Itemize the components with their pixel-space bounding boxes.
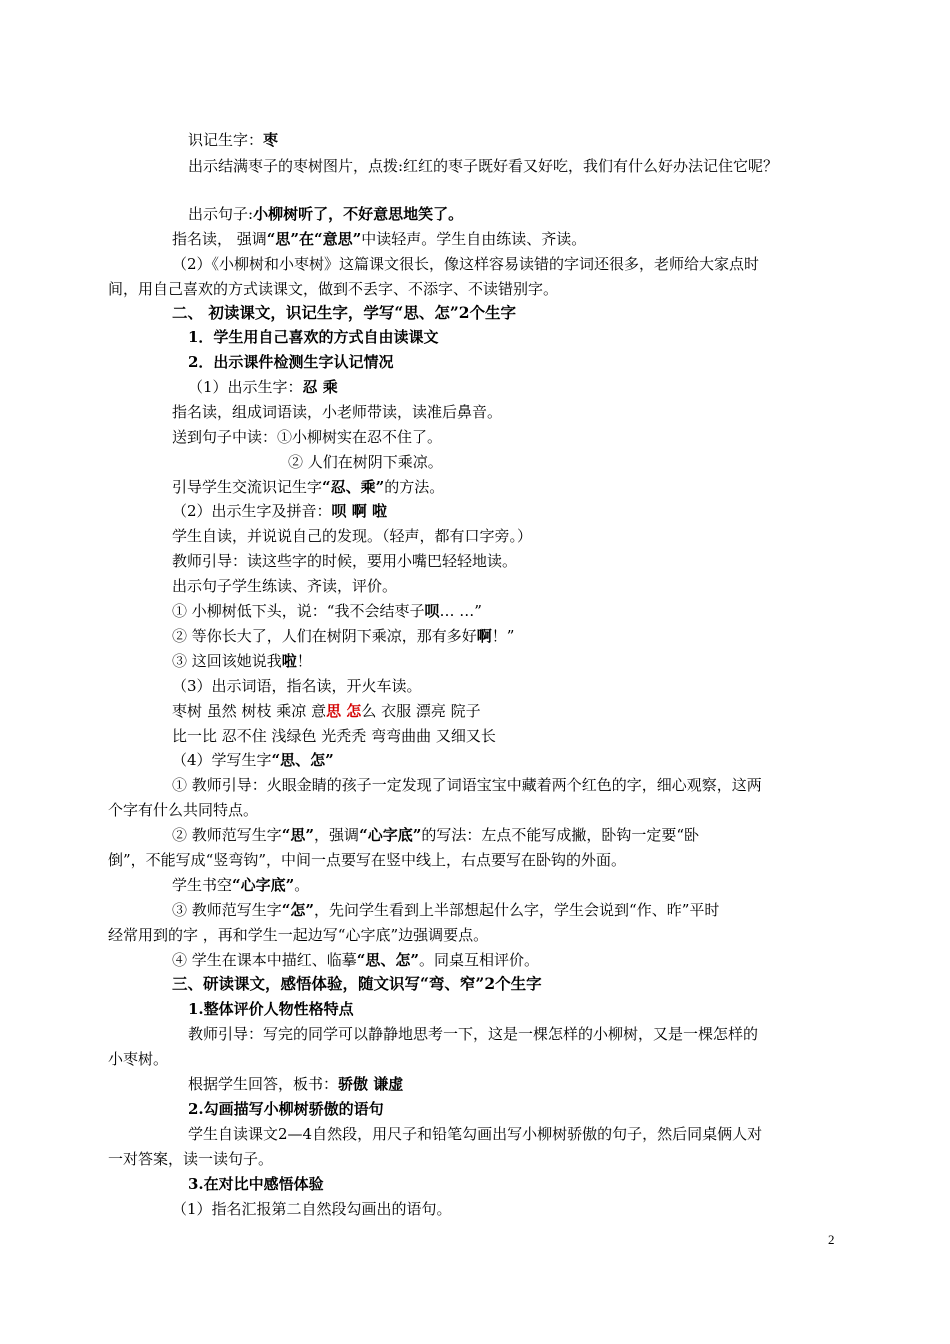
subheading: 2.勾画描写小柳树骄傲的语句	[188, 1100, 384, 1118]
text-line: ① 小柳树低下头，说：“我不会结枣子呗… …”	[172, 602, 482, 620]
subheading: 1．学生用自己喜欢的方式自由读课文	[188, 328, 439, 346]
text-line: 经常用到的字 ，再和学生一起边写“心字底”边强调要点。	[108, 926, 489, 944]
text-line: ③ 这回该她说我啦！	[172, 652, 312, 670]
text-line: 学生书空“心字底”。	[172, 876, 310, 894]
text-line: 间，用自己喜欢的方式读课文，做到不丢字、不添字、不读错别字。	[108, 280, 559, 298]
text-line: （4）学写生字“思、怎”	[172, 751, 334, 769]
text-line: 一对答案，读一读句子。	[108, 1150, 274, 1168]
text-line: 个字有什么共同特点。	[108, 801, 259, 819]
red-characters: 思 怎	[326, 702, 362, 720]
text-line: （1）出示生字：忍 乘	[188, 378, 338, 396]
text-line: 枣树 虽然 树枝 乘凉 意思 怎么 衣服 漂亮 院子	[172, 702, 481, 720]
text-line: 送到句子中读：①小柳树实在忍不住了。	[172, 428, 443, 446]
section-heading: 三、研读课文，感悟体验，随文识写“弯、窄”2个生字	[172, 974, 542, 993]
text-line: 识记生字：枣	[188, 131, 279, 149]
text-line: ③ 教师范写生字“怎”，先问学生看到上半部想起什么字，学生会说到“作、昨”平时	[172, 901, 720, 919]
text-line: ② 人们在树阴下乘凉。	[288, 453, 443, 471]
subheading: 3.在对比中感悟体验	[188, 1175, 324, 1193]
text-line: 倒”，不能写成“竖弯钩”，中间一点要写在竖中线上，右点要写在卧钩的外面。	[108, 851, 627, 869]
text-line: ② 等你长大了，人们在树阴下乘凉，那有多好啊！”	[172, 627, 515, 645]
text-line: 教师引导：写完的同学可以静静地思考一下，这是一棵怎样的小柳树，又是一棵怎样的	[188, 1025, 759, 1043]
text-line: 出示结满枣子的枣树图片，点拨:红红的枣子既好看又好吃，我们有什么好办法记住它呢？	[188, 157, 779, 175]
section-heading: 二、 初读课文，识记生字，学写“思、怎”2个生字	[172, 303, 517, 322]
text-line: ① 教师引导：火眼金睛的孩子一定发现了词语宝宝中藏着两个红色的字，细心观察，这两	[172, 776, 762, 794]
text-line: 学生自读课文2—4自然段，用尺子和铅笔勾画出写小柳树骄傲的句子，然后同桌俩人对	[188, 1125, 763, 1143]
text-line: 小枣树。	[108, 1050, 169, 1068]
text-line: 教师引导：读这些字的时候，要用小嘴巴轻轻地读。	[172, 552, 518, 570]
text-line: 引导学生交流识记生字“忍、乘”的方法。	[172, 478, 445, 496]
text-line: （1）指名汇报第二自然段勾画出的语句。	[172, 1200, 452, 1218]
text-line: 出示句子学生练读、齐读，评价。	[172, 577, 398, 595]
subheading: 2．出示课件检测生字认记情况	[188, 353, 394, 371]
text-line: （2）《小柳树和小枣树》这篇课文很长，像这样容易读错的字词还很多，老师给大家点时	[172, 255, 760, 273]
text-line: 比一比 忍不住 浅绿色 光秃秃 弯弯曲曲 又细又长	[172, 727, 496, 745]
text-line: 出示句子:小柳树听了，不好意思地笑了。	[188, 205, 464, 223]
text-line: ② 教师范写生字“思”，强调“心字底”的写法：左点不能写成撇，卧钩一定要“卧	[172, 826, 699, 844]
text-line: 指名读，组成词语读，小老师带读，读准后鼻音。	[172, 403, 503, 421]
subheading: 1.整体评价人物性格特点	[188, 1000, 354, 1018]
text-line: ④ 学生在课本中描红、临摹“思、怎”。同桌互相评价。	[172, 951, 540, 969]
text-line: 指名读， 强调“思”在“意思”中读轻声。学生自由练读、齐读。	[172, 230, 587, 248]
page-number: 2	[828, 1232, 835, 1247]
text-line: 学生自读，并说说自己的发现。（轻声，都有口字旁。）	[172, 527, 533, 545]
text-line: （3）出示词语，指名读，开火车读。	[172, 677, 422, 695]
text-line: （2）出示生字及拼音：呗 啊 啦	[172, 502, 387, 520]
text-line: 根据学生回答，板书：骄傲 谦虚	[188, 1075, 404, 1093]
